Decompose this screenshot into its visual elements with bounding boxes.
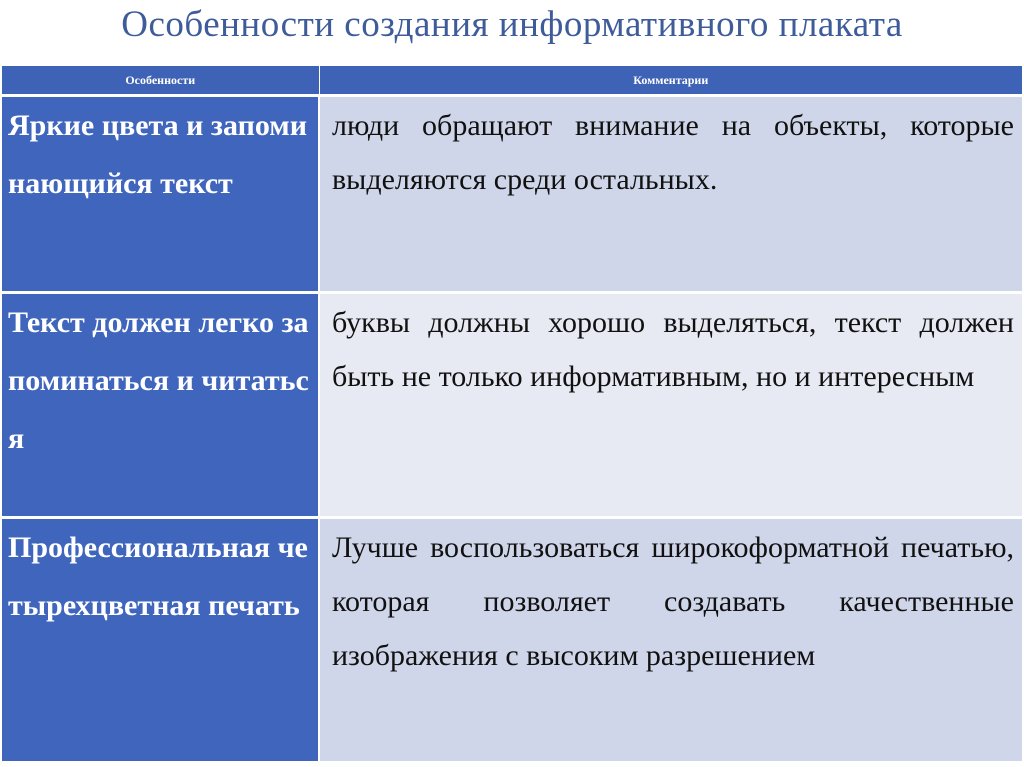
table-header-row (2, 66, 1022, 96)
table-row (2, 518, 1022, 763)
feature-cell: Текст должен легко запоминаться и читаться (2, 293, 319, 518)
features-table (2, 66, 1022, 764)
feature-cell: Яркие цвета и запоминающийся текст (2, 96, 319, 293)
column-header-features: Особенности (2, 66, 319, 96)
slide-title: Особенности создания информативного плаката (121, 4, 903, 45)
comment-cell: буквы должны хорошо выделяться, текст должен быть не только информативным, но и интересным (319, 293, 1022, 518)
comment-cell: люди обращают внимание на объекты, которые выделяются среди остальных. (319, 96, 1022, 293)
column-header-comments: Комментарии (319, 66, 1022, 96)
table-row (2, 96, 1022, 293)
table-row (2, 293, 1022, 518)
comment-cell: Лучше воспользоваться широкоформатной печатью, которая позволяет создавать качественные изображения с высоким разрешением (319, 518, 1022, 763)
feature-cell: Профессиональная четырехцветная печать (2, 518, 319, 763)
